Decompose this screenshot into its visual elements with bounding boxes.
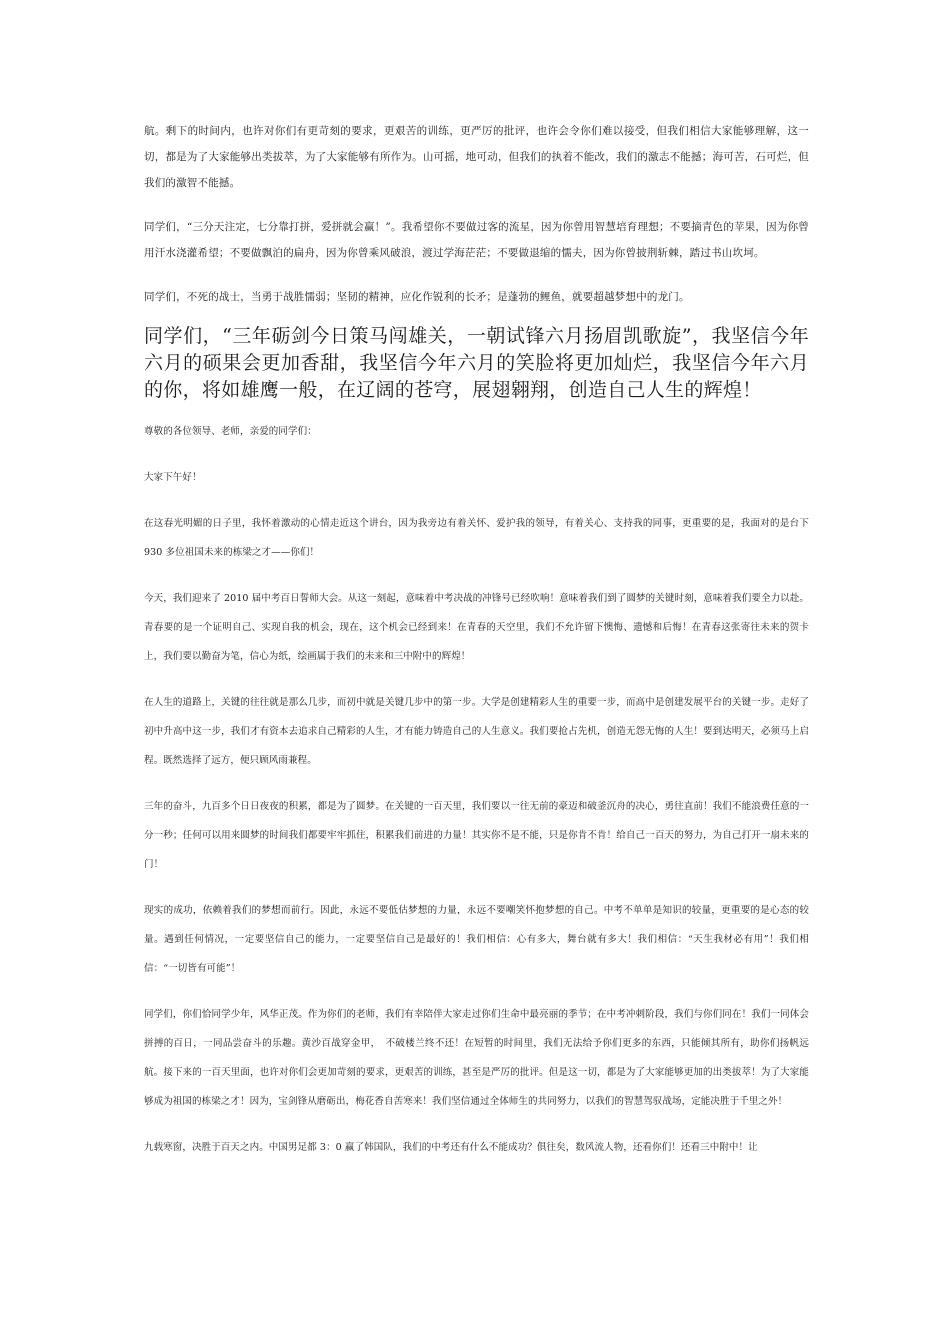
paragraph-undying-warrior: 同学们，不死的战士，当勇于战胜懦弱；坚韧的精神，应化作锐利的长矛；是蓬勃的鲤鱼，就要超越梦想中的龙门。: [144, 291, 690, 303]
paragraph-hard-work-wins: 同学们，“三分天注定，七分靠打拼，爱拼就会赢！”。我希望你不要做过客的流星，因为你曾用智慧培育理想；不要摘青色的苹果，因为你曾用汗水浇灌希望；不要做飘泊的扁舟，因为你曾乘风破浪，渡过学海茫茫；不要做退缩的懦夫，因为你曾披荆斩棘，踏过书山坎坷。: [144, 221, 809, 259]
speech-closing: 九载寒窗，决胜于百天之内。中国男足都 3：0 赢了韩国队，我们的中考还有什么不能成功？俱往矣，数风流人物，还看你们！还看三中附中！让: [144, 1142, 758, 1153]
paragraph-june-harvest: 同学们，“三年砺剑今日策马闯雄关，一朝试锋六月扬眉凯歌旋”，我坚信今年六月的硕果会更加香甜，我坚信今年六月的笑脸将更加灿烂，我坚信今年六月的你，将如雄鹰一般，在辽阔的苍穹，展翅翱翔，创造自己人生的辉煌！: [144, 325, 809, 401]
speech-three-years: 三年的奋斗，九百多个日日夜夜的积累，都是为了圆梦。在关键的一百天里，我们要以一往无前的豪迈和破釜沉舟的决心，勇往直前！我们不能浪费任意的一分一秒；任何可以用来圆梦的时间我们都要牢牢抓住，积累我们前进的力量！其实你不是不能，只是你肯不肯！给自己一百天的努力，为自己打开一扇未来的门！: [144, 801, 809, 870]
speech-dreams: 现实的成功，依赖着我们的梦想而前行。因此，永远不要低估梦想的力量，永远不要嘲笑怀抱梦想的自己。中考不单单是知识的较量，更重要的是心态的较量。遇到任何情况，一定要坚信自己的能力，一定要坚信自己是最好的！我们相信：心有多大，舞台就有多大！我们相信：“天生我材必有用”！我们相信：“一切皆有可能”！: [144, 905, 809, 974]
speech-rally-today: 今天，我们迎来了 2010 届中考百日誓师大会。从这一刻起，意味着中考决战的冲锋号已经吹响！意味着我们到了圆梦的关键时刻，意味着我们要全力以赴。青春要的是一个证明自己、实现自我的机会，现在，这个机会已经到来！在青春的天空里，我们不允许留下懊悔、遗憾和后悔！在青春这张寄往未来的贺卡上，我们要以勤奋为笔，信心为纸，绘画属于我们的未来和三中附中的辉煌！: [144, 593, 809, 662]
speech-intro: 在这春光明媚的日子里，我怀着激动的心情走近这个讲台，因为我旁边有着关怀、爱护我的领导，有着关心、支持我的同事，更重要的是，我面对的是台下 930 多位祖国未来的栋梁之才——你们！: [144, 518, 809, 558]
document-page: [144, 118, 809, 1162]
speech-greeting: 大家下午好！: [144, 472, 202, 483]
speech-teachers-pledge: 同学们，你们恰同学少年，风华正茂。作为你们的老师，我们有幸陪伴大家走过你们生命中最亮丽的季节；在中考冲刺阶段，我们与你们同在！我们一同体会拼搏的百日，一同品尝奋斗的乐趣。黄沙百战穿金甲， 不破楼兰终不还！在短暂的时间里，我们无法给予你们更多的东西，只能倾其所有，助你们扬帆远航。接下来的一百天里面，也许对你们会更加苛刻的要求，更艰苦的训练，甚至是严厉的批评。但是这一切，都是为了大家能够更加的出类拔萃！为了大家能够成为祖国的栋梁之才！因为，宝剑锋从磨砺出，梅花香自苦寒来！我们坚信通过全体师生的共同努力，以我们的智慧驾驭战场，定能决胜于千里之外！: [144, 1009, 809, 1107]
paragraph-exam-discipline: 航。剩下的时间内，也许对你们有更苛刻的要求，更艰苦的训练，更严厉的批评，也许会令你们难以接受，但我们相信大家能够理解，这一切，都是为了大家能够出类拔萃，为了大家能够有所作为。山可摇，地可动，但我们的执着不能改，我们的激志不能撼；海可苦，石可烂，但我们的激智不能撼。: [144, 125, 809, 189]
speech-salutation: 尊敬的各位领导、老师，亲爱的同学们：: [144, 426, 317, 437]
speech-life-path: 在人生的道路上，关键的往往就是那么几步，而初中就是关键几步中的第一步。大学是创建精彩人生的重要一步，而高中是创建发展平台的关键一步。走好了初中升高中这一步，我们才有资本去追求自己精彩的人生，才有能力铸造自己的人生意义。我们要抢占先机，创造无怨无悔的人生！要到达明天，必须马上启程。既然选择了远方，便只顾风雨兼程。: [144, 697, 809, 766]
